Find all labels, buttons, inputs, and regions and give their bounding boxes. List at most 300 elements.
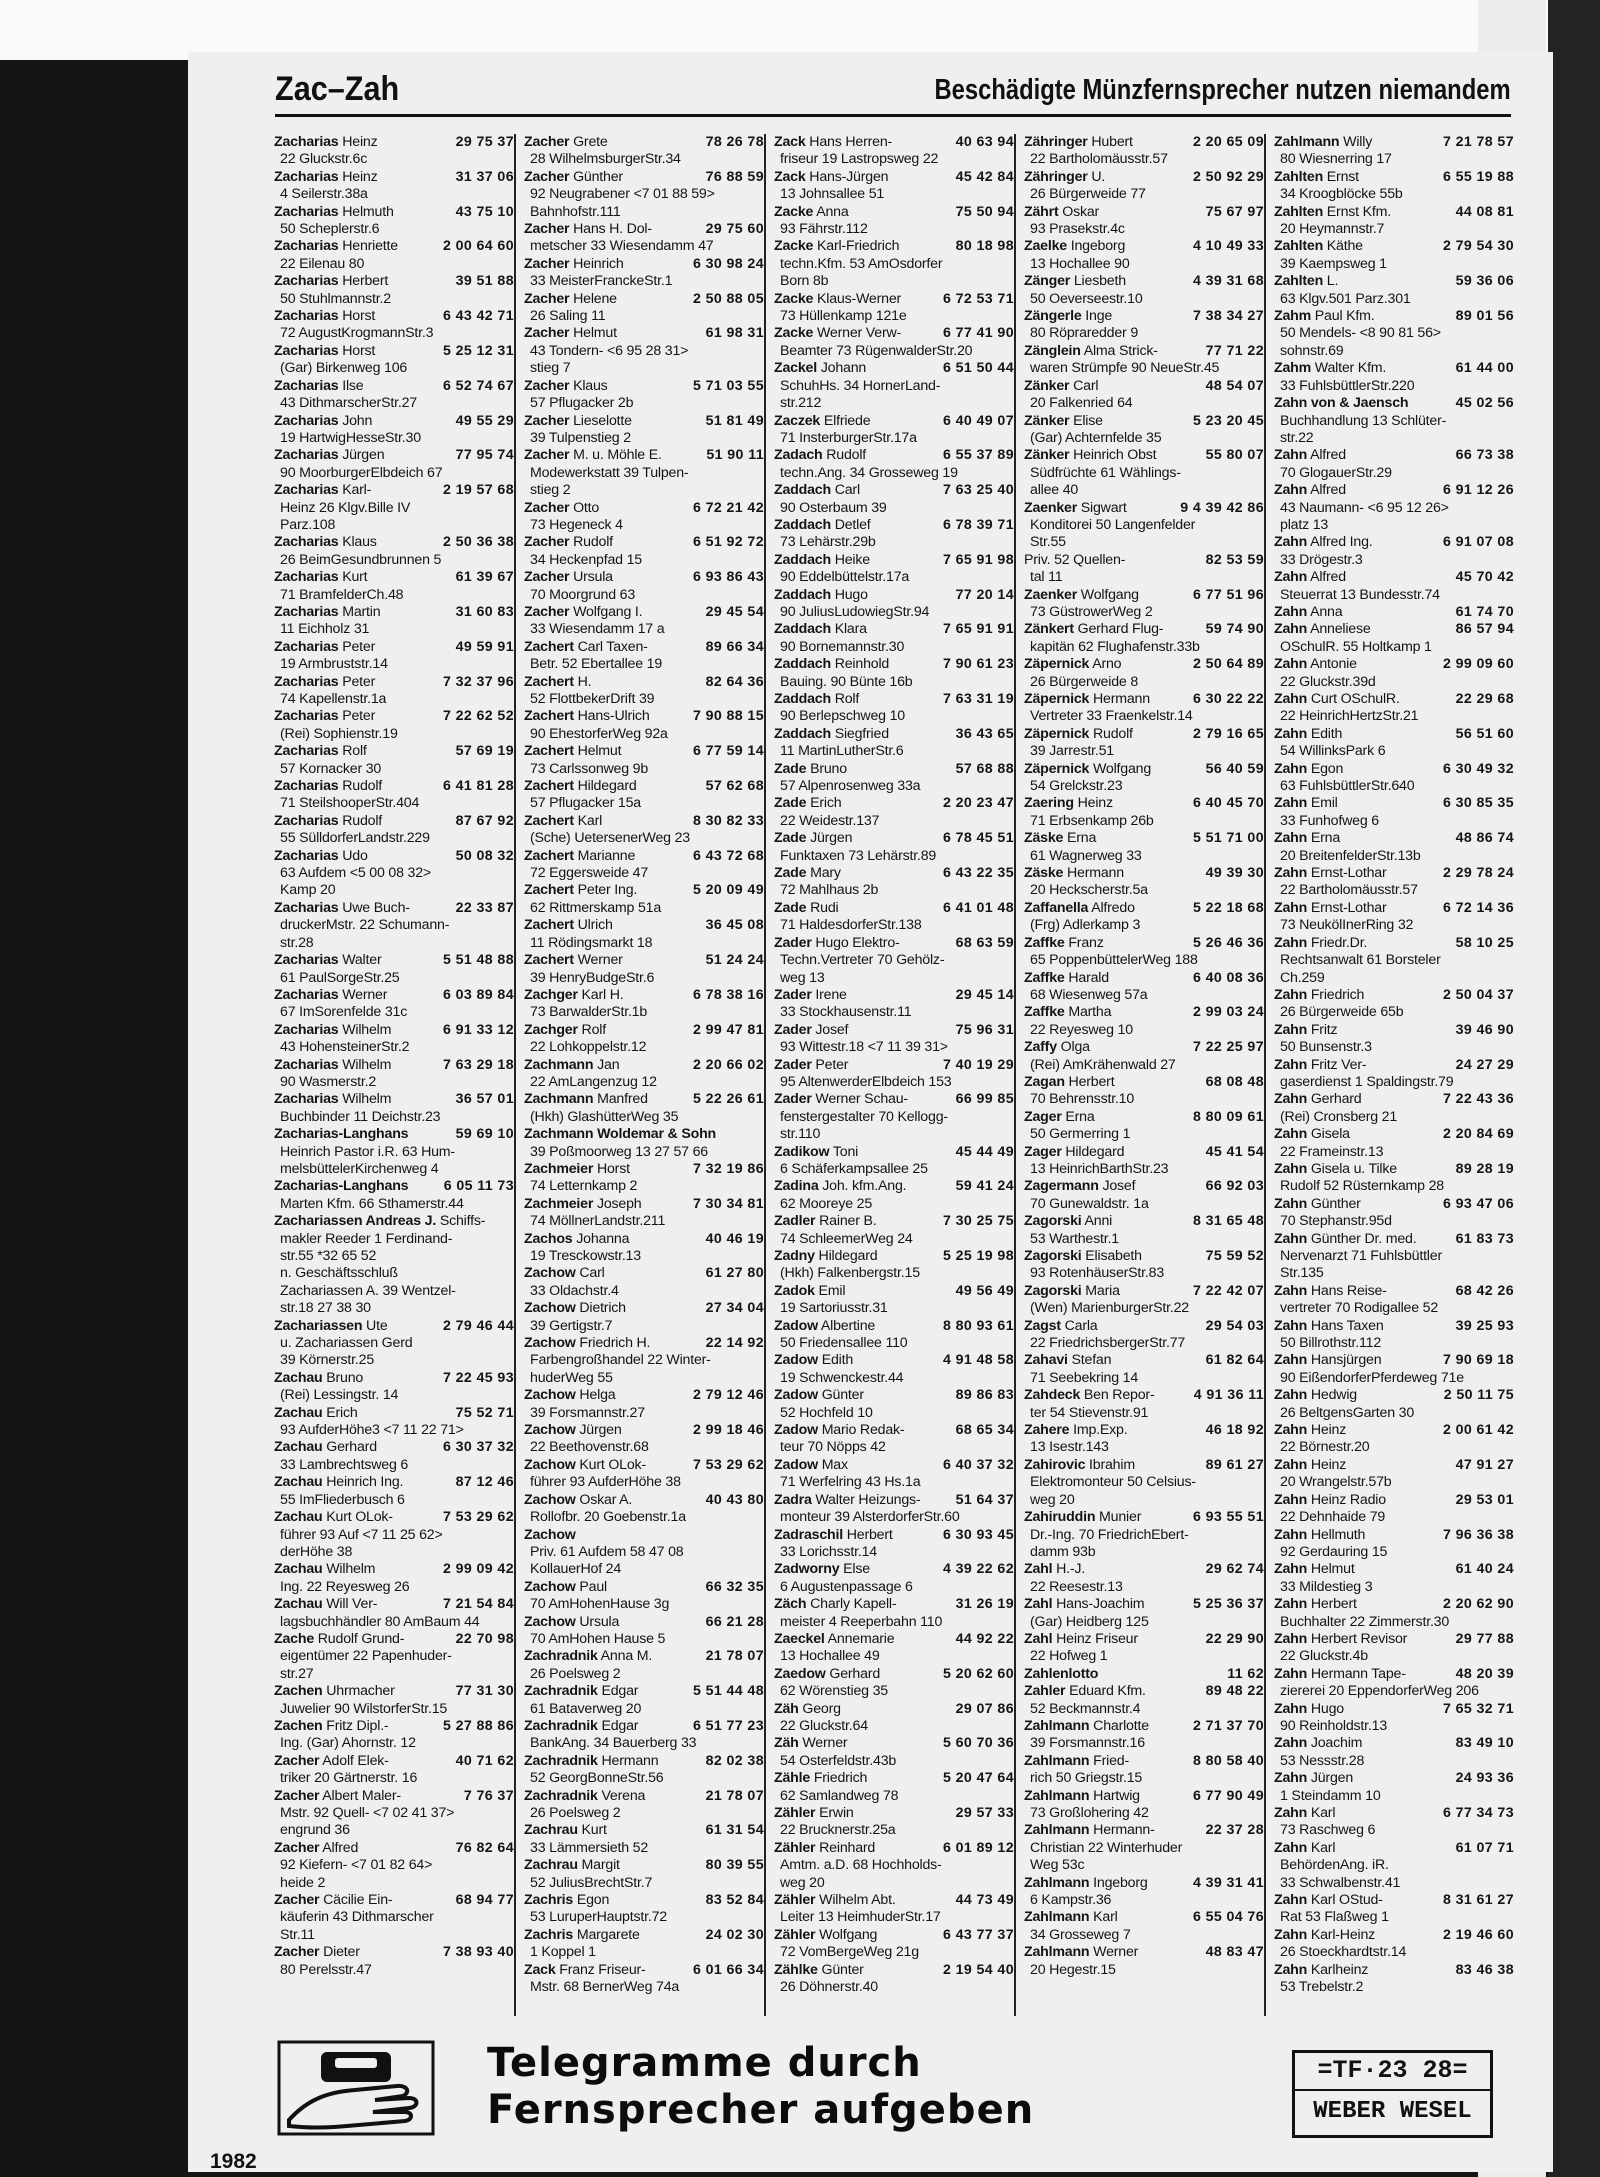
- listing-surname: Zachert: [524, 673, 574, 690]
- listing-main-line: [774, 413, 1014, 430]
- listing-address: 6 Schäferkampsallee 25: [780, 1160, 928, 1177]
- listing-name-group: [524, 1527, 576, 1544]
- listing-name-group: [1274, 169, 1359, 186]
- listing-name-group: [274, 273, 388, 290]
- listing-entry: [1274, 1126, 1514, 1161]
- listing-name-group: [524, 447, 662, 464]
- listing-address: melsbüttelerKirchenweg 4: [280, 1160, 439, 1177]
- listing-surname: Zänker: [1024, 412, 1070, 429]
- listing-name-group: [774, 656, 889, 673]
- listing-phone: 66 99 85: [955, 1091, 1014, 1108]
- listing-surname: Zachau: [274, 1439, 323, 1456]
- listing-entry: [1274, 395, 1514, 447]
- listing-main-line: [1274, 1840, 1514, 1857]
- listing-address: 70 GlogauerStr.29: [1280, 464, 1392, 481]
- listing-firstname: Manfred: [597, 1091, 648, 1108]
- listing-name-group: [274, 743, 367, 760]
- listing-name-group: [1274, 1927, 1375, 1944]
- listing-address: str.22: [1280, 429, 1314, 446]
- listing-phone: 8 31 65 48: [1192, 1213, 1264, 1230]
- listing-firstname: Karlheinz: [1310, 1961, 1369, 1978]
- listing-name-group: [774, 325, 901, 342]
- listing-name-group: [524, 378, 608, 395]
- listing-name-group: [274, 674, 375, 691]
- listing-main-line: [1024, 1039, 1264, 1056]
- listing-phone: 2 00 61 42: [1442, 1422, 1514, 1439]
- listing-surname: Zahlten: [1274, 203, 1324, 220]
- listing-surname: Zader: [774, 1091, 812, 1108]
- listing-address: (Sche) UetersenerWeg 23: [530, 830, 690, 847]
- listing-main-line: [774, 134, 1014, 151]
- listing-surname: Zaddach: [774, 621, 831, 638]
- listing-firstname: Gerhard: [829, 1665, 881, 1682]
- listing-firstname: Werner: [802, 1735, 848, 1752]
- listing-main-line: [524, 1527, 764, 1544]
- listing-address: str.18 27 38 30: [280, 1300, 371, 1317]
- listing-entry: [1024, 1944, 1264, 1979]
- listing-main-line: [1274, 795, 1514, 812]
- listing-firstname: Karl: [1093, 1909, 1118, 1926]
- listing-firstname: Wilhelm: [342, 1091, 392, 1108]
- listing-entry: [1274, 1457, 1514, 1492]
- listing-name-group: [774, 1457, 848, 1474]
- listing-phone: 61 44 00: [1455, 360, 1514, 377]
- listing-name-group: [1024, 1352, 1111, 1369]
- listing-phone: 24 27 29: [1455, 1056, 1514, 1073]
- listing-entry: [1024, 1178, 1264, 1213]
- listing-address: Betr. 52 Ebertallee 19: [530, 656, 663, 673]
- listing-firstname: Rudolf Grund-: [317, 1630, 405, 1647]
- listing-address: 55 SülldorferLandstr.229: [280, 830, 430, 847]
- listing-address: kapitän 62 Flughafenstr.33b: [1030, 638, 1200, 655]
- listing-firstname: Edith: [821, 1352, 854, 1369]
- listing-phone: 40 71 62: [455, 1752, 514, 1769]
- listing-name-group: [274, 1596, 377, 1613]
- listing-surname: Zaelke: [1024, 238, 1067, 255]
- listing-entry: [1274, 691, 1514, 726]
- listing-surname: Zachert: [524, 952, 574, 969]
- listing-phone: 29 75 37: [455, 134, 514, 150]
- listing-entry: [774, 1561, 1014, 1596]
- listing-address: 72 AugustKrogmannStr.3: [280, 325, 434, 342]
- listing-address: Born 8b: [780, 273, 829, 290]
- listing-phone: 45 44 49: [955, 1143, 1014, 1160]
- listing-main-line: [774, 552, 1014, 569]
- listing-firstname: H.-J.: [1056, 1561, 1086, 1578]
- listing-surname: Zahm: [1274, 308, 1312, 325]
- listing-surname: Zachradnik: [524, 1787, 598, 1804]
- listing-name-group: [1024, 1561, 1085, 1578]
- listing-entry: [524, 1161, 764, 1196]
- listing-phone: 6 01 89 12: [942, 1839, 1014, 1856]
- listing-name-group: [1024, 1788, 1140, 1805]
- listing-surname: Zahn: [1274, 1056, 1308, 1073]
- listing-main-line: [1274, 447, 1514, 464]
- listing-entry: [774, 1248, 1014, 1283]
- listing-name-group: [274, 987, 387, 1004]
- listing-name-group: [524, 882, 637, 899]
- listing-name-group: [1274, 1283, 1387, 1300]
- listing-name-group: [1274, 1770, 1353, 1787]
- listing-surname: Zahlmann: [1024, 1874, 1090, 1891]
- listing-name-group: [1274, 1231, 1416, 1248]
- listing-entry: [1274, 204, 1514, 239]
- listing-address: 70 Gunewaldstr. 1a: [1030, 1195, 1149, 1212]
- listing-address: 11 Rödingsmarkt 18: [530, 934, 653, 951]
- listing-entry: [774, 552, 1014, 587]
- listing-firstname: Alma Strick-: [1083, 342, 1158, 359]
- listing-surname: Zachos: [524, 1230, 573, 1247]
- listing-entry: [1274, 1527, 1514, 1562]
- listing-surname: Zachger: [524, 1021, 578, 1038]
- listing-surname: Zaddach: [774, 656, 831, 673]
- listing-entry: [1274, 1805, 1514, 1840]
- listing-firstname: Bruno: [810, 760, 847, 777]
- listing-surname: Zahn: [1274, 1561, 1308, 1578]
- listing-address: Konditorei 50 Langenfelder: [1030, 516, 1196, 533]
- listing-name-group: [1024, 169, 1105, 186]
- listing-firstname: Gerhard Flug-: [1077, 621, 1164, 638]
- listing-main-line: [524, 1231, 764, 1248]
- listing-firstname: Harald: [1068, 969, 1109, 986]
- listing-address: 22 Beethovenstr.68: [530, 1439, 649, 1456]
- listing-phone: 7 22 42 07: [1192, 1282, 1264, 1299]
- listing-name-group: [274, 413, 372, 430]
- listing-main-line: [1274, 1161, 1514, 1178]
- listing-entry: [1024, 1822, 1264, 1874]
- listing-firstname: Edgar: [601, 1717, 639, 1734]
- listing-name-group: [274, 1718, 388, 1735]
- listing-entry: [774, 482, 1014, 517]
- listing-entry: [274, 987, 514, 1022]
- listing-address: 50 Bunsenstr.3: [1280, 1039, 1372, 1056]
- listing-phone: 5 22 18 68: [1192, 899, 1264, 916]
- listing-phone: 83 49 10: [1455, 1735, 1514, 1752]
- listing-address: 80 Röpraredder 9: [1030, 325, 1139, 342]
- listing-phone: 7 63 25 40: [942, 482, 1014, 499]
- listing-surname: Zahl: [1024, 1561, 1053, 1578]
- listing-entry: [774, 1492, 1014, 1527]
- listing-phone: 86 57 94: [1455, 621, 1514, 638]
- listing-address: 90 MoorburgerElbdeich 67: [280, 464, 443, 481]
- listing-name-group: [1274, 604, 1342, 621]
- listing-entry: [774, 691, 1014, 726]
- listing-address: (Wen) MarienburgerStr.22: [1030, 1300, 1189, 1317]
- listing-entry: [774, 291, 1014, 326]
- listing-firstname: Jan: [597, 1056, 620, 1073]
- listing-phone: 89 28 19: [1455, 1160, 1514, 1177]
- listing-address: OSchulR. 55 Holtkamp 1: [1280, 638, 1432, 655]
- listing-firstname: Hildegard: [1065, 1143, 1125, 1160]
- listing-name-group: [1024, 1509, 1141, 1526]
- listing-surname: Zahn: [1274, 1352, 1308, 1369]
- listing-firstname: Werner: [1093, 1944, 1139, 1961]
- listing-surname: Zachert: [524, 917, 574, 934]
- listing-firstname: Eduard Kfm.: [1069, 1683, 1146, 1700]
- listing-phone: 2 99 09 42: [442, 1561, 514, 1578]
- listing-address: 73 Lehärstr.29b: [780, 534, 876, 551]
- listing-surname: Zahn: [1274, 1526, 1308, 1543]
- listing-surname: Zahavi: [1024, 1352, 1068, 1369]
- listing-address: 63 FuhlsbüttlerStr.640: [1280, 778, 1415, 795]
- listing-name-group: [1274, 1422, 1346, 1439]
- listing-entry: [1274, 169, 1514, 204]
- listing-entry: [1274, 1318, 1514, 1353]
- listing-main-line: [524, 134, 764, 151]
- listing-surname: Zacharias: [274, 1091, 339, 1108]
- listing-entry: [1274, 1596, 1514, 1631]
- listing-surname: Zade: [774, 865, 807, 882]
- listing-entry: [774, 621, 1014, 656]
- listing-address: 20 Heckscherstr.5a: [1030, 882, 1148, 899]
- listing-firstname: Friedrich: [813, 1770, 868, 1787]
- listing-main-line: [1024, 1074, 1264, 1091]
- listing-main-line: [524, 848, 764, 865]
- listing-surname: Zahn: [1274, 1387, 1308, 1404]
- scan-top-margin: [0, 0, 1600, 60]
- listing-main-line: [1024, 935, 1264, 952]
- listing-surname: Zacharias: [274, 447, 339, 464]
- listing-entry: [1024, 970, 1264, 1005]
- listing-surname: Zadraschil: [774, 1526, 843, 1543]
- listing-address: 33 Lämmersieth 52: [530, 1839, 649, 1856]
- listing-main-line: [1024, 1596, 1264, 1613]
- listing-main-line: [1024, 795, 1264, 812]
- listing-address: Südfrüchte 61 Wählings-: [1030, 464, 1181, 481]
- listing-surname: Zachen: [274, 1717, 323, 1734]
- listing-phone: 39 46 90: [1455, 1021, 1514, 1038]
- listing-address: 13 Johnsallee 51: [780, 186, 885, 203]
- listing-phone: 7 96 36 38: [1442, 1526, 1514, 1543]
- listing-main-line: [774, 204, 1014, 221]
- listing-address: 39 Forsmannstr.16: [1030, 1735, 1145, 1752]
- listing-name-group: [274, 848, 368, 865]
- listing-entry: [1024, 1718, 1264, 1753]
- listing-phone: 48 20 39: [1455, 1665, 1514, 1682]
- listing-firstname: Heinrich Obst: [1073, 447, 1157, 464]
- listing-name-group: [774, 1735, 847, 1752]
- listing-main-line: [274, 1439, 514, 1456]
- listing-address: 50 Billrothstr.112: [1280, 1335, 1382, 1352]
- listing-firstname: Gerhard: [1310, 1091, 1362, 1108]
- listing-main-line: [774, 621, 1014, 638]
- listing-phone: 6 78 45 51: [942, 830, 1014, 847]
- listing-firstname: Anna M.: [600, 1648, 653, 1665]
- listing-phone: 59 69 10: [455, 1126, 514, 1143]
- listing-main-line: [774, 1318, 1014, 1335]
- listing-address: 33 Drögestr.3: [1280, 551, 1363, 568]
- listing-surname: Zachert: [524, 778, 574, 795]
- listing-firstname: Verena: [601, 1787, 646, 1804]
- listing-main-line: [274, 1370, 514, 1387]
- listing-address: 52 Hochfeld 10: [780, 1404, 873, 1421]
- listing-surname: Zagermann: [1024, 1178, 1099, 1195]
- listing-firstname: Emil: [1310, 795, 1338, 812]
- listing-phone: 40 43 80: [705, 1491, 764, 1508]
- listing-name-group: [1024, 1718, 1149, 1735]
- listing-entry: [774, 1892, 1014, 1927]
- listing-main-line: [1274, 1892, 1514, 1909]
- listing-name-group: [1024, 1422, 1127, 1439]
- listing-surname: Zachert: [524, 812, 574, 829]
- listing-surname: Zahlmann: [1024, 1944, 1090, 1961]
- listing-name-group: [774, 587, 868, 604]
- listing-main-line: [524, 413, 764, 430]
- listing-firstname: Helmut: [577, 743, 622, 760]
- listing-address: 53 LuruperHauptstr.72: [530, 1909, 667, 1926]
- listing-address: 71 BramfelderCh.48: [280, 586, 404, 603]
- listing-surname: Zagorski: [1024, 1213, 1082, 1230]
- listing-address: 22 AmLangenzug 12: [530, 1073, 657, 1090]
- listing-surname: Zachradnik: [524, 1648, 598, 1665]
- listing-entry: [524, 378, 764, 413]
- listing-phone: 29 45 54: [705, 603, 764, 620]
- listing-surname: Zachert: [524, 847, 574, 864]
- listing-surname: Zahlmann: [1024, 1752, 1090, 1769]
- listing-phone: 6 91 07 08: [1442, 534, 1514, 551]
- listing-firstname: Alfred: [322, 1839, 359, 1856]
- listing-surname: Zaffanella: [1024, 899, 1089, 916]
- listing-name-group: [1274, 1126, 1350, 1143]
- listing-entry: [1274, 1283, 1514, 1318]
- listing-entry: [524, 1753, 764, 1788]
- listing-surname: Zahn: [1274, 621, 1308, 638]
- listing-main-line: [1274, 534, 1514, 551]
- listing-firstname: Egon: [1310, 760, 1344, 777]
- listing-entry: [524, 1300, 764, 1335]
- listing-name-group: [1274, 1805, 1335, 1822]
- listing-main-line: [274, 674, 514, 691]
- listing-name-group: [1274, 900, 1387, 917]
- listing-surname: Zacharias: [274, 238, 339, 255]
- listing-entry: [274, 1596, 514, 1631]
- listing-main-line: [1274, 1352, 1514, 1369]
- listing-phone: 4 39 31 41: [1192, 1874, 1264, 1891]
- listing-entry: [274, 482, 514, 534]
- listing-firstname: Ulrich: [577, 917, 613, 934]
- listing-name-group: [524, 674, 591, 691]
- listing-firstname: Klaus: [573, 377, 608, 394]
- listing-main-line: [274, 238, 514, 255]
- listing-phone: 22 37 28: [1205, 1822, 1264, 1839]
- listing-address: Leiter 13 HeimhuderStr.17: [780, 1909, 941, 1926]
- listing-name-group: [1274, 1057, 1366, 1074]
- listing-firstname: John: [342, 412, 373, 429]
- listing-name-group: [1024, 970, 1109, 987]
- listing-address: führer 93 Auf <7 11 25 62>: [280, 1526, 443, 1543]
- listing-phone: 83 46 38: [1455, 1961, 1514, 1978]
- listing-phone: 8 80 58 40: [1192, 1752, 1264, 1769]
- listing-surname: Zacke: [774, 203, 814, 220]
- listing-entry: [1024, 1074, 1264, 1109]
- listing-phone: 75 50 94: [955, 203, 1014, 220]
- listing-firstname: Arno: [1092, 656, 1122, 673]
- listing-entry: [1024, 169, 1264, 204]
- listing-main-line: [1274, 569, 1514, 586]
- listing-firstname: Karl: [1310, 1805, 1336, 1821]
- listing-phone: 7 30 25 75: [942, 1213, 1014, 1230]
- listing-entry: [774, 325, 1014, 360]
- listing-main-line: [274, 778, 514, 795]
- listing-phone: 29 45 14: [955, 986, 1014, 1003]
- listing-address: 73 GüstrowerWeg 2: [1030, 603, 1153, 620]
- listing-firstname: Hellmuth: [1310, 1526, 1366, 1543]
- listing-surname: Zahn: [1274, 534, 1308, 551]
- listing-main-line: [1274, 1805, 1514, 1822]
- listing-name-group: [1274, 726, 1342, 743]
- listing-phone: 61 27 80: [705, 1265, 764, 1282]
- listing-phone: 6 52 74 67: [442, 377, 514, 394]
- listing-address: gaserdienst 1 Spaldingstr.79: [1280, 1073, 1454, 1090]
- listing-main-line: [274, 1178, 514, 1195]
- listing-main-line: [274, 900, 514, 917]
- listing-entry: [524, 1579, 764, 1614]
- listing-entry: [1274, 1666, 1514, 1701]
- listing-phone: 40 63 94: [955, 134, 1014, 150]
- listing-name-group: [1274, 1527, 1365, 1544]
- listing-entry: [774, 795, 1014, 830]
- listing-main-line: [1274, 1283, 1514, 1300]
- listing-entry: [774, 1057, 1014, 1092]
- listing-address: 92 Gerdauring 15: [1280, 1543, 1388, 1560]
- listing-name-group: [1274, 1022, 1337, 1039]
- listing-phone: 7 63 31 19: [942, 691, 1014, 707]
- listing-phone: 31 37 06: [455, 168, 514, 185]
- listing-main-line: [524, 952, 764, 969]
- listing-address: 22 Reyesweg 10: [1030, 1021, 1133, 1038]
- listing-phone: 21 78 07: [705, 1648, 764, 1665]
- listing-address: 93 RotenhäuserStr.83: [1030, 1265, 1165, 1282]
- listing-address: weg 20: [780, 1874, 825, 1891]
- listing-entry: [1024, 1422, 1264, 1457]
- listing-main-line: [1274, 656, 1514, 673]
- listing-phone: 6 77 41 90: [942, 325, 1014, 342]
- listing-firstname: Helene: [573, 290, 617, 307]
- listing-phone: 56 40 59: [1205, 760, 1264, 777]
- listing-firstname: Rolf: [581, 1021, 606, 1038]
- listing-phone: 7 90 61 23: [942, 656, 1014, 673]
- listing-main-line: [274, 1683, 514, 1700]
- listing-entry: [524, 1788, 764, 1823]
- listing-name-group: [774, 1213, 876, 1230]
- listing-phone: 87 67 92: [455, 812, 514, 829]
- listing-name-group: [774, 1091, 908, 1108]
- listing-entry: [524, 291, 764, 326]
- listing-phone: 2 50 88 05: [692, 290, 764, 307]
- listing-surname: Zacher: [274, 1944, 320, 1961]
- listing-phone: 6 41 81 28: [442, 778, 514, 795]
- listing-surname: Zachradnik: [524, 1752, 598, 1769]
- listing-address: Bauing. 90 Bünte 16b: [780, 673, 913, 690]
- listing-firstname: Ursula: [579, 1613, 620, 1630]
- printer-stamp: [1292, 2050, 1493, 2138]
- listing-address: 50 Friedensallee 110: [780, 1335, 908, 1352]
- listing-main-line: [1274, 1927, 1514, 1944]
- listing-address: Bahnhofstr.111: [530, 203, 621, 220]
- listing-surname: Zäh: [774, 1700, 799, 1717]
- listing-main-line: [274, 1091, 514, 1108]
- listing-surname: Zaering: [1024, 795, 1074, 812]
- listing-address: 4 Seilerstr.38a: [280, 186, 368, 203]
- listing-address: 26 Stoeckhardtstr.14: [1280, 1944, 1407, 1961]
- listing-address: lagsbuchhändler 80 AmBaum 44: [280, 1613, 480, 1630]
- listing-firstname: Elise: [1073, 412, 1103, 429]
- listing-surname: Zänkert: [1024, 621, 1074, 638]
- listing-firstname: Johann: [820, 360, 867, 377]
- listing-surname: Zacharias: [274, 708, 339, 725]
- listing-address: Vertreter 33 Fraenkelstr.14: [1030, 708, 1193, 725]
- listing-phone: 5 51 44 48: [692, 1683, 764, 1700]
